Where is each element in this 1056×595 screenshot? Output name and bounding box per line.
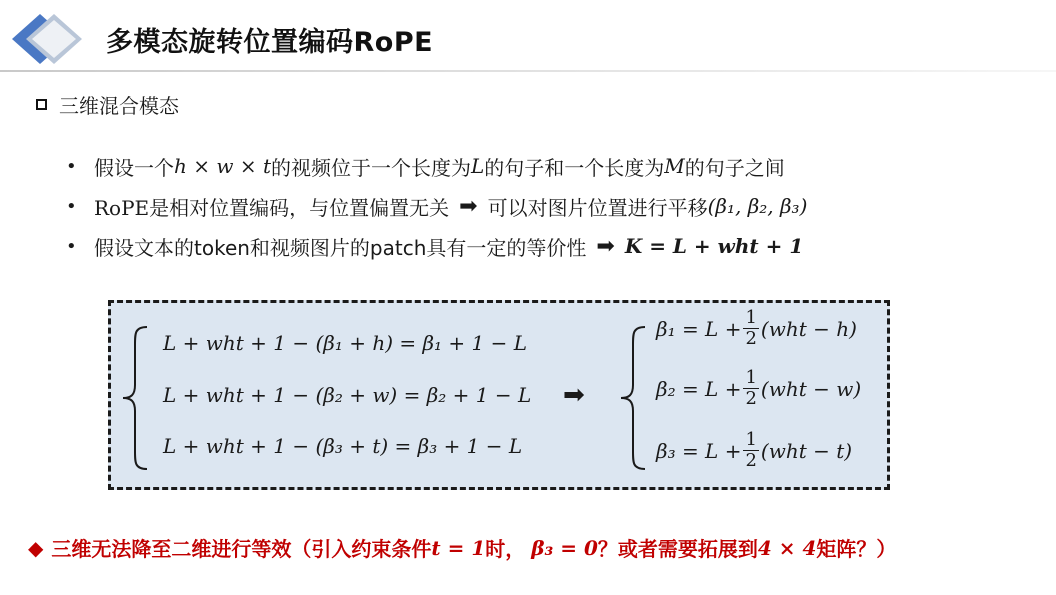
bullet-dot-icon: • (66, 155, 77, 177)
right-arrow-icon: ➡ (459, 193, 478, 219)
bullet-list (66, 146, 1026, 266)
logo-diamond-icon (10, 12, 86, 66)
bullet-dot-icon: • (66, 195, 77, 217)
equation-right-1: β₁ = L + $\frac{1}{2}$ (wht − h) (656, 307, 857, 349)
list-item: • RoPE是相对位置编码，与位置偏置无关 ➡ 可以对图片位置进行平移 (β₁, β₂, β₃) (66, 193, 808, 220)
square-bullet-icon (36, 99, 47, 110)
section-heading (36, 90, 179, 119)
right-side-brace-icon (619, 325, 649, 471)
conclusion-note: ◆ 三维无法降至二维进行等效（引入约束条件 t = 1 时， β₃ = 0 ？或者需要拓展到 4 × 4 矩阵？） (28, 535, 897, 561)
fraction: $\frac{1}{2}$ (745, 307, 757, 349)
implies-arrow-icon: ➡ (563, 380, 585, 410)
title-divider (0, 70, 1056, 72)
fraction: $\frac{1}{2}$ (745, 367, 757, 409)
equation-left-1: L + wht + 1 − (β₁ + h) = β₁ + 1 − L (163, 331, 528, 355)
bullet-dot-icon: • (66, 235, 77, 257)
equation-right-2: β₂ = L + $\frac{1}{2}$ (wht − w) (656, 367, 862, 409)
equation-left-3: L + wht + 1 − (β₃ + t) = β₃ + 1 − L (163, 434, 523, 458)
right-arrow-icon: ➡ (596, 233, 615, 259)
equation-box (108, 300, 890, 490)
equation-right-3: β₃ = L + $\frac{1}{2}$ (wht − t) (656, 429, 853, 471)
page-title: 多模态旋转位置编码RoPE (106, 27, 434, 58)
list-item: • 假设一个 h × w × t 的视频位于一个长度为 L 的句子和一个长度为 M 的句子之间 (66, 154, 785, 180)
equation-left-2: L + wht + 1 − (β₂ + w) = β₂ + 1 − L (163, 383, 532, 407)
section-label: 三维混合模态 (59, 94, 179, 118)
fraction: $\frac{1}{2}$ (745, 429, 757, 471)
left-brace-icon (121, 325, 151, 471)
list-item: • 假设文本的token和视频图片的patch具有一定的等价性 ➡ K = L + wht + 1 (66, 233, 804, 260)
red-diamond-icon: ◆ (28, 535, 44, 560)
